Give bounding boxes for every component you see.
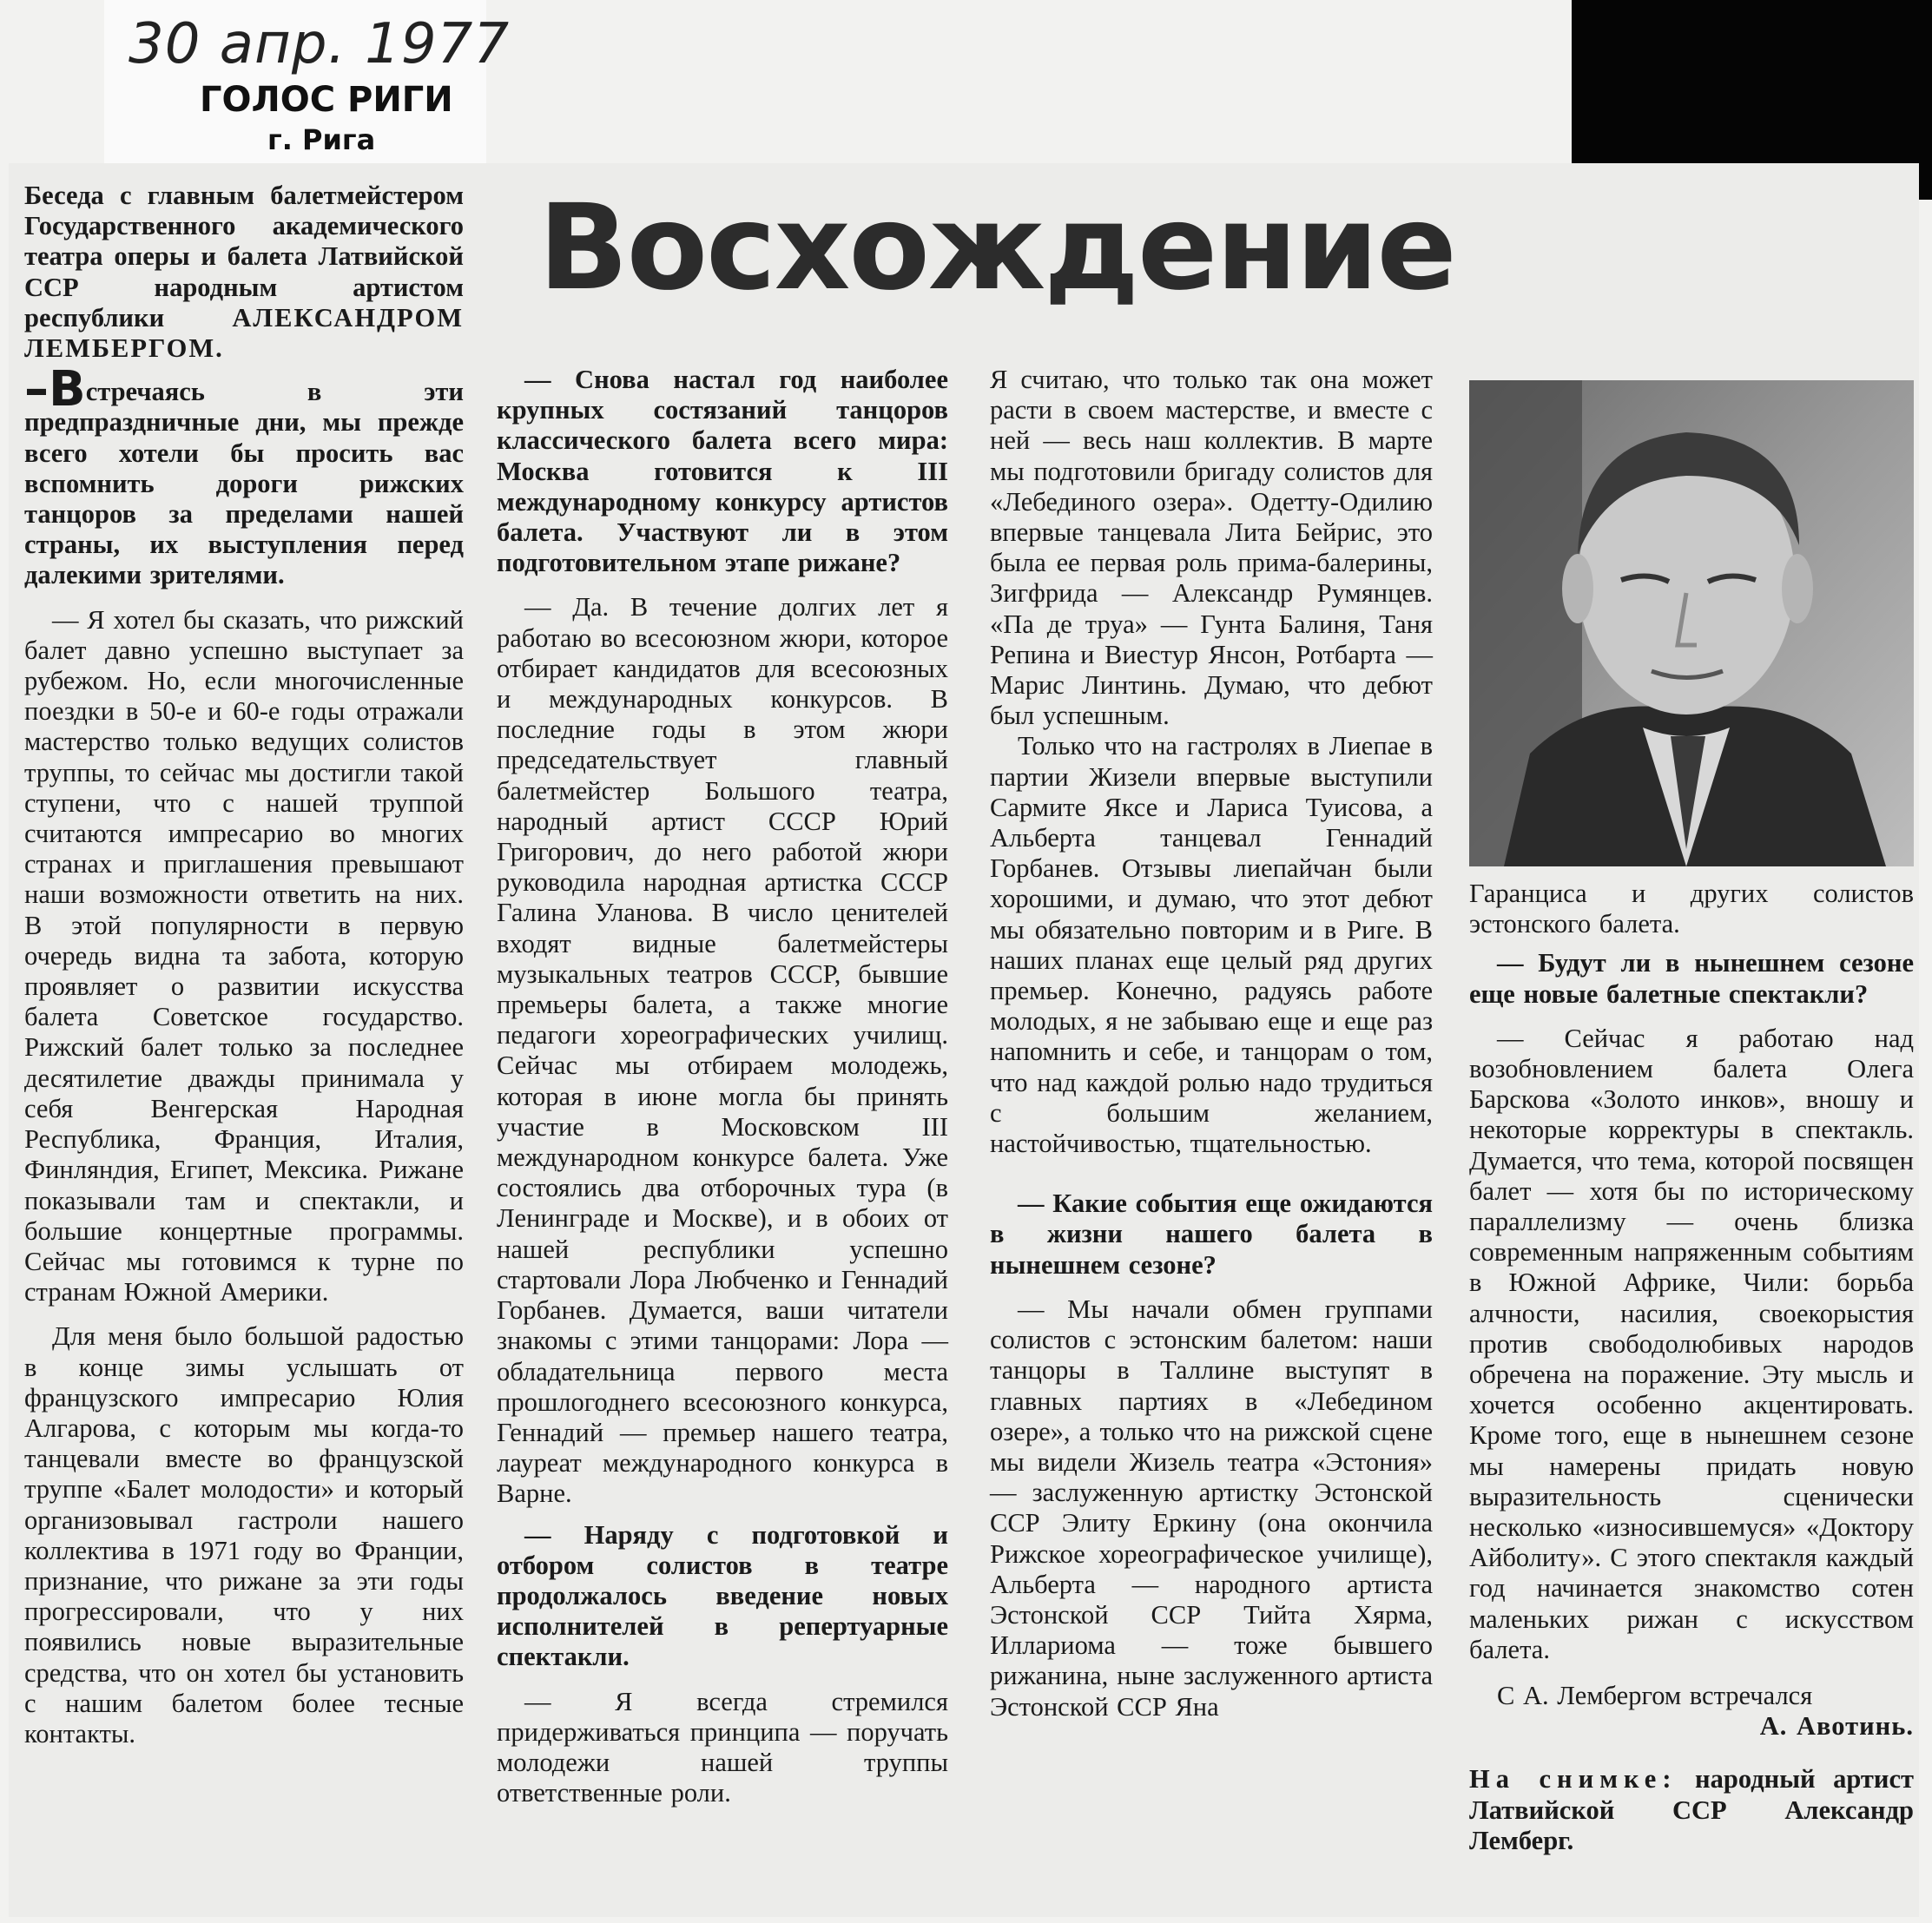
answer-3-continued: Я считаю, что только так она может расти в своем мастерстве, и вместе с ней — весь наш коллектив. В марте мы подготовили бригаду солистов для «Лебединого озера». Одетту-Одилию впервые танцевала Лита Бейрис, это была ее первая роль прима-балерины, Зигфрида — Александр Румянцев. «Па де труа» — Гунта Балиня, Таня Репина и Виестур Янсон, Ротбарта — Марис Линтинь. Думаю, что дебют был успешным. (990, 365, 1433, 731)
photo-caption (1469, 1764, 1914, 1856)
interviewee-name: АЛЕКСАНДРОМ ЛЕМБЕРГОМ. (24, 302, 464, 364)
caption-text: народный артист Латвийской ССР Александр Лемберг. (1469, 1764, 1914, 1855)
drop-cap: В (49, 361, 86, 418)
answer-4-continued: Гаранциса и других солистов эстонского балета. (1469, 879, 1914, 939)
answer-3-paragraph-2: Только что на гастролях в Лиепае в партии Жизели впервые выступили Сармите Яксе и Лариса Туисова, а Альберта танцевал Геннадий Горбанев. Отзывы лиепайчан были хорошими, и думаю, что этот дебют мы обязательно повторим и в Риге. В наших планах еще целый ряд других премьер. Конечно, радуясь работе молодых, я не забываю еще и еще раз напомнить и себе, и танцорам о том, что над каждой ролью надо трудиться с большим желанием, настойчивостью, тщательностью. (990, 731, 1433, 1159)
answer-3-start: — Я всегда стремился придерживаться принципа — поручать молодежи нашей труппы ответственные роли. (497, 1686, 948, 1808)
article-intro (24, 181, 464, 364)
question-1-text: стречаясь в эти предпраздничные дни, мы прежде всего хотели бы просить вас вспомнить дороги рижских танцоров за пределами нашей страны, их выступления перед далекими зрителями. (24, 377, 464, 590)
closing-line: С А. Лембергом встречался (1497, 1681, 1813, 1711)
answer-5: — Сейчас я работаю над возобновлением балета Олега Барскова «Золото инков», вношу и некоторые корректуры в спектакль. Думается, что тема, которой посвящен балет — хотя бы по историческому параллелизму — очень близка современным напряженным событиям в Южной Африке, Чили: борьба алчности, насилия, своекорыстия против свободолюбивых народов обречена на поражение. Эту мысль и хочется особенно акцентировать. Кроме того, еще в нынешнем сезоне мы намерены придать новую выразительность сценически несколько «износившемуся» «Доктору Айболиту». С этого спектакля каждый год начинается знакомство сотен маленьких рижан с искусством балета. (1469, 1023, 1914, 1664)
answer-4: — Мы начали обмен группами солистов с эстонским балетом: наши танцоры в Таллине выступят в главных партиях в «Лебедином озере», а только что на рижской сцене мы видели Жизель театра «Эстония» — заслуженную артистку Эстонской ССР Элиту Еркину (она окончила Рижское хореографическое училище), Альберта — народного артиста Эстонской ССР Тийта Хярма, Иллариома — тоже бывшего рижанина, ныне заслуженного артиста Эстонской ССР Яна (990, 1294, 1433, 1722)
article-column-2 (497, 365, 948, 1808)
portrait-image (1469, 380, 1914, 866)
article-column-1 (24, 181, 464, 1749)
newspaper-city: г. Рига (267, 123, 376, 156)
question-dash: – (24, 361, 49, 418)
author-signature: А. Авотинь. (1759, 1711, 1914, 1742)
intro-text: Беседа с главным балетмейстером Государственного академического театра оперы и балета Латвийской ССР народным артистом республики (24, 181, 464, 333)
answer-1-paragraph-1: — Я хотел бы сказать, что рижский балет давно успешно выступает за рубежом. Но, если многочисленные поездки в 50-е и 60-е годы отражали мастерство только ведущих солистов труппы, то сейчас мы достигли такой ступени, что с нашей труппой считаются импресарио во многих странах и приглашения превышают наши возможности ответить на них. В этой популярности в первую очередь видна та забота, которую проявляет о развитии искусства балета Советское государство. Рижский балет только за последнее десятилетие дважды принимала у себя Венгерская Народная Республика, Франция, Италия, Финляндия, Египет, Мексика. Рижане показывали там и спектакли, и большие концертные программы. Сейчас мы готовимся к турне по странам Южной Америки. (24, 604, 464, 1307)
article-headline: Восхождение (538, 180, 1455, 317)
clipping-date: 30 апр. 1977 (129, 12, 511, 76)
newspaper-name: ГОЛОС РИГИ (200, 80, 453, 120)
answer-2: — Да. В течение долгих лет я работаю во всесоюзном жюри, которое отбирает кандидатов для всесоюзных и международных конкурсов. В последние годы в этом жюри председательствует главный балетмейстер Большого театра, народный артист СССР Юрий Григорович, до него работой жюри руководила народная артистка СССР Галина Уланова. В число ценителей входят видные балетмейстеры музыкальных театров СССР, бывшие премьеры балета, а также многие педагоги хореографических училищ. Сейчас мы отбираем молодежь, которая в июне могла бы принять участие в Московском III международном конкурсе балета. Уже состоялись два отборочных тура (в Ленинграде и Москве), и в обоих от нашей республики успешно стартовали Лора Любченко и Геннадий Горбанев. Думается, ваши читатели знакомы с этими танцорами: Лора — обладательница первого места прошлогоднего всесоюзного конкурса, Геннадий — премьер нашего театра, лауреат международного конкурса в Варне. (497, 592, 948, 1509)
article-column-3 (990, 365, 1433, 1722)
question-5: — Будут ли в нынешнем сезоне еще новые балетные спектакли? (1469, 948, 1914, 1009)
question-2: — Снова настал год наиболее крупных состязаний танцоров классического балета всего мира: Москва готовится к III международному конкурсу артистов балета. Участвуют ли в этом подготовительном этапе рижане? (497, 365, 948, 578)
article-column-4 (1469, 879, 1914, 1856)
answer-1-paragraph-2: Для меня было большой радостью в конце зимы услышать от французского импресарио Юлия Алгарова, с которым мы когда-то танцевали вместе во французской труппе «Балет молодости» и который организовывал гастроли нашего коллектива в 1971 году во Франции, признание, что рижане за эти годы прогрессировали, что у них появились новые выразительные средства, что он хотел бы установить с нашим балетом более тесные контакты. (24, 1321, 464, 1748)
question-3: — Наряду с подготовкой и отбором солистов в театре продолжалось введение новых исполнителей в репертуарные спектакли. (497, 1519, 948, 1672)
caption-lead: На снимке: (1469, 1764, 1678, 1795)
interviewee-photo (1469, 380, 1914, 866)
question-1 (24, 361, 464, 590)
question-4: — Какие события еще ожидаются в жизни нашего балета в нынешнем сезоне? (990, 1189, 1433, 1280)
